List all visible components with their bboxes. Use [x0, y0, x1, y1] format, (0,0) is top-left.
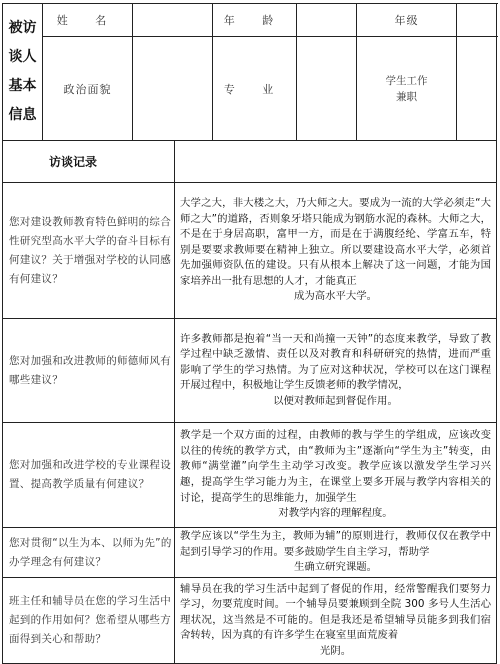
name-value[interactable]	[133, 4, 213, 37]
question-cell: 您对建设教师教育特色鲜明的综合性研究型高水平大学的奋斗目标有何建议？关于增强对学校的认同感有何建议？	[3, 183, 175, 319]
question-cell: 班主任和辅导员在您的学习生活中起到的作用如何？您希望从哪些方面得到关心和帮助？	[3, 578, 175, 664]
answer-cell: 辅导员在我的学习生活中起到了督促的作用，经常警醒我们要努力学习，勿要荒度时间。一个辅导员要兼顾到全院 300 多号人生活心理状况，这当然是不可能的。但是我还是希望辅导员能多到我们宿舍转转，因为真的有许多学生在寝室里面荒废着 光阴。	[175, 578, 497, 664]
header-row-1	[3, 4, 497, 37]
question-cell: 您对贯彻“以生为本、以师为先”的办学理念有何建议？	[3, 528, 175, 578]
politics-label: 政治面貌	[43, 37, 133, 141]
question-cell: 您对加强和改进教师的师德师风有哪些建议？	[3, 319, 175, 423]
qa-row	[3, 423, 497, 528]
records-title-row	[3, 141, 497, 183]
age-value[interactable]	[297, 4, 357, 37]
major-label: 专 业	[213, 37, 297, 141]
answer-cell: 许多教师都是抱着“当一天和尚撞一天钟”的态度来教学，导致了教学过程中缺乏激情、责任以及对教育和科研研究的热情，进而严重影响了学生的学习热情。为了应对这种状况，学校可以在这门课程开展过程中，积极地让学生反馈老师的教学情况， 以便对教师起到督促作用。	[175, 319, 497, 423]
name-label: 姓 名	[43, 4, 133, 37]
qa-row	[3, 578, 497, 664]
interview-table	[2, 3, 497, 664]
answer-cell: 教学应该以“学生为主，教师为辅”的原则进行，教师仅仅在教学中起到引导学习的作用。要多鼓励学生自主学习，帮助学 生确立研究课题。	[175, 528, 497, 578]
interviewee-info-label: 被访 谈人 基本 信息	[3, 4, 43, 141]
grade-value[interactable]	[457, 4, 497, 37]
qa-row	[3, 183, 497, 319]
politics-value[interactable]	[133, 37, 213, 141]
student-job-value[interactable]	[457, 37, 497, 141]
records-title-blank	[175, 141, 497, 183]
answer-cell: 教学是一个双方面的过程，由教师的教与学生的学组成，应该改变以往的传统的教学方式，由“教师为主”逐渐向“学生为主”转变，由教师“满堂灌”向学生主动学习改变。教学应该以激发学生学习兴趣，提高学生学习能力为主，在课堂上要多开展与教学内容相关的讨论，提高学生的思维能力，加强学生 对教学内容的理解程度。	[175, 423, 497, 528]
student-job-label: 学生工作 兼职	[357, 37, 457, 141]
answer-cell: 大学之大，非大楼之大，乃大师之大。要成为一流的大学必须走“大师之大”的道路，否则象牙塔只能成为钢筋水泥的森林。大师之大，不是在于身居高职，富甲一方，而是在于满腹经纶、学富五车，特别是要要求教师要在精神上独立。所以要建设高水平大学，必须首先加强师资队伍的建设。只有从根本上解决了这一问题，才能为国家培养出一批有思想的人才，才能真正 成为高水平大学。	[175, 183, 497, 319]
qa-row	[3, 528, 497, 578]
question-cell: 您对加强和改进学校的专业课程设置、提高教学质量有何建议？	[3, 423, 175, 528]
header-row-2	[3, 37, 497, 141]
grade-label: 年级	[357, 4, 457, 37]
major-value[interactable]	[297, 37, 357, 141]
age-label: 年 龄	[213, 4, 297, 37]
records-title: 访谈记录	[3, 141, 175, 183]
qa-row	[3, 319, 497, 423]
